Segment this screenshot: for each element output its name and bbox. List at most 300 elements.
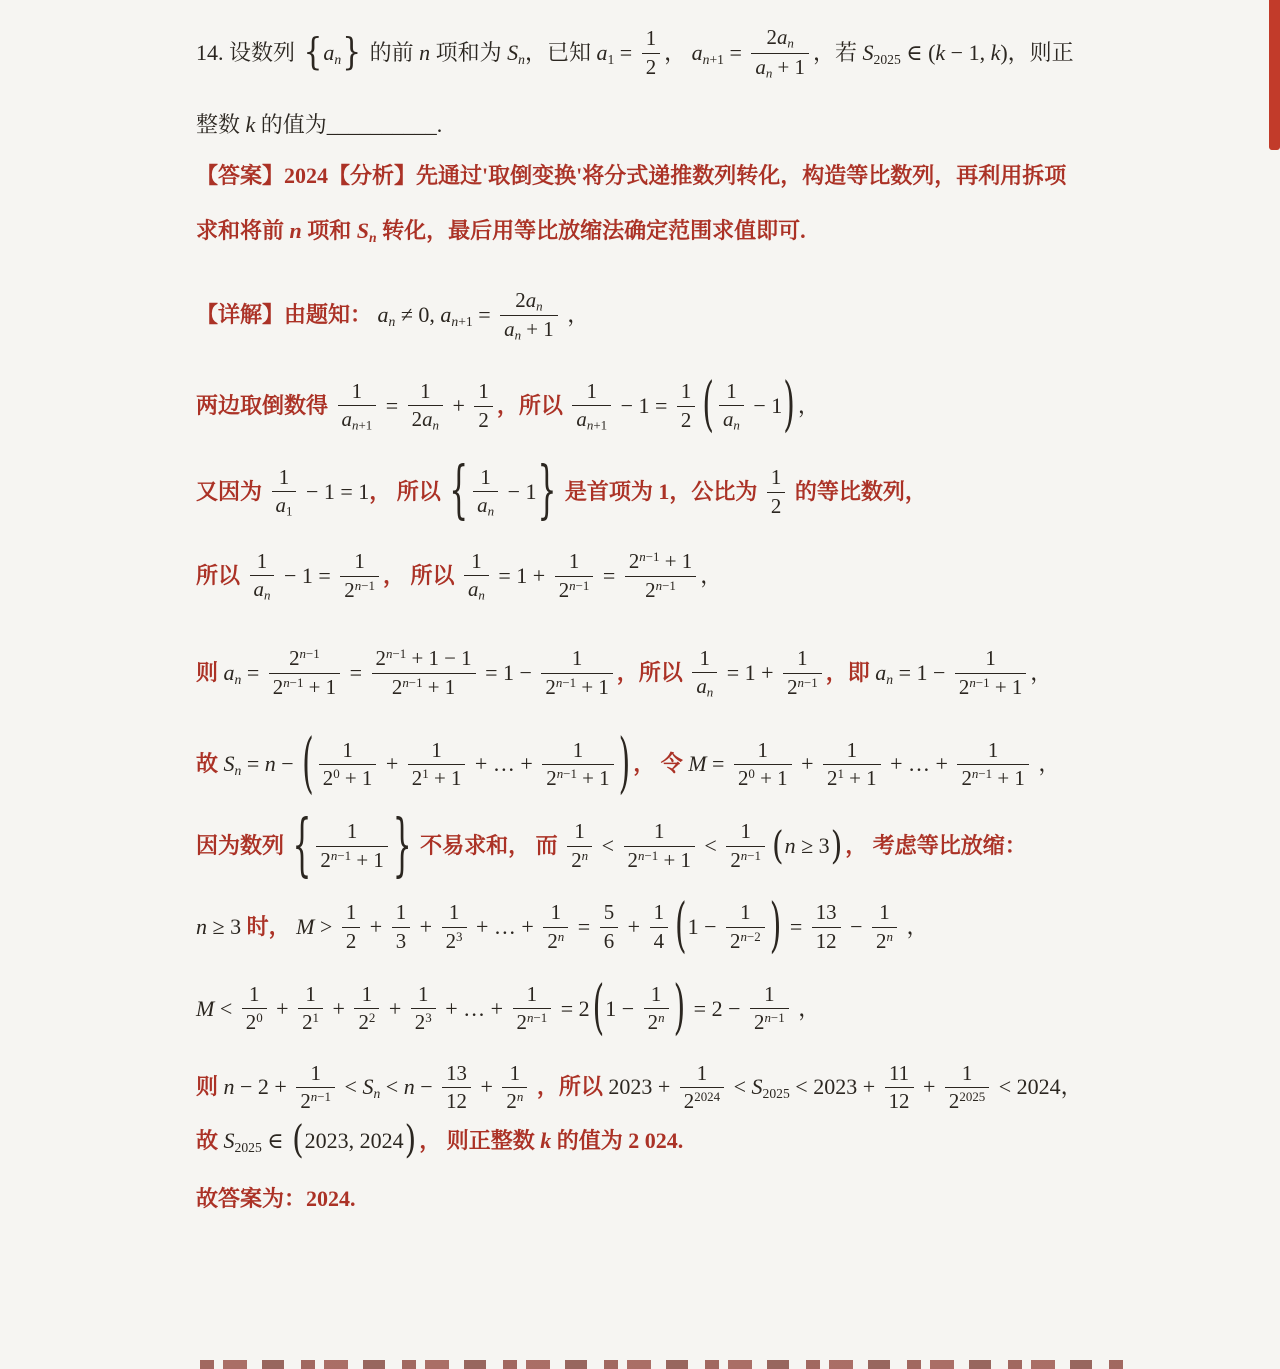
superscript: n bbox=[581, 847, 589, 863]
text-fragment: $2^{2024}$ bbox=[683, 1089, 721, 1114]
superscript: n bbox=[516, 1089, 524, 1105]
fraction bbox=[783, 647, 822, 699]
fraction bbox=[269, 647, 340, 699]
text-fragment: 1 bbox=[361, 982, 373, 1007]
math-run bbox=[196, 26, 1074, 80]
fraction bbox=[272, 466, 297, 519]
text-fragment: + bbox=[380, 751, 404, 777]
text-fragment: 3 bbox=[395, 928, 407, 953]
text-fragment: 1 bbox=[480, 464, 491, 489]
commentary-run bbox=[196, 161, 1066, 192]
subscript: n bbox=[765, 65, 773, 81]
text-fragment: 1 bbox=[420, 378, 431, 403]
text-fragment: $a_n \ne 0$, $a_{n+1}$ = bbox=[377, 302, 497, 330]
paren-group bbox=[592, 973, 687, 1044]
text-fragment: 故 bbox=[196, 751, 224, 777]
text-fragment: $2^{n-1}$ bbox=[300, 1089, 332, 1114]
commentary-run bbox=[196, 391, 334, 422]
fraction bbox=[340, 550, 379, 602]
fraction bbox=[572, 380, 611, 433]
text-fragment: 2$^n$ bbox=[647, 1010, 665, 1035]
text-fragment: 1 bbox=[345, 900, 357, 925]
text-fragment: 2023 + bbox=[608, 1074, 676, 1100]
commentary-run bbox=[633, 749, 688, 780]
math-run bbox=[334, 380, 497, 433]
open-delimiter: ( bbox=[675, 891, 687, 962]
text-fragment: + … + bbox=[439, 995, 509, 1021]
superscript: n−1 bbox=[969, 674, 990, 690]
superscript: n−1 bbox=[797, 674, 818, 690]
text-fragment: 2$^n$ bbox=[506, 1089, 524, 1114]
text-fragment: 是首项为 1，公比为 bbox=[559, 478, 763, 504]
math-run bbox=[875, 647, 1052, 699]
brace-group bbox=[303, 30, 363, 75]
text-fragment: 1 bbox=[310, 1060, 321, 1085]
fraction bbox=[677, 380, 695, 432]
math-run bbox=[223, 725, 634, 803]
text-line-3 bbox=[196, 161, 1140, 192]
text-fragment: 1 − bbox=[605, 995, 640, 1021]
fraction bbox=[316, 820, 387, 872]
text-fragment: + bbox=[447, 392, 471, 418]
superscript: 2 bbox=[368, 1010, 376, 1026]
text-fragment: 2 bbox=[478, 407, 489, 432]
subscript: n bbox=[234, 762, 242, 778]
paren-group bbox=[674, 891, 782, 962]
text-fragment: < bbox=[596, 832, 620, 858]
text-fragment: < $S_n < n$ − bbox=[339, 1074, 439, 1102]
superscript: n−1 bbox=[637, 847, 659, 863]
text-fragment: = 1 − bbox=[479, 659, 538, 685]
subscript: n bbox=[487, 503, 495, 519]
open-delimiter: { bbox=[449, 454, 469, 529]
text-fragment: ， bbox=[1030, 659, 1053, 685]
math-run bbox=[290, 805, 415, 886]
math-run bbox=[224, 647, 617, 699]
text-line-11 bbox=[196, 805, 1140, 886]
text-fragment: ，所以 bbox=[616, 659, 689, 685]
math-run bbox=[688, 647, 825, 700]
superscript: n−1 bbox=[386, 646, 407, 662]
fraction bbox=[543, 901, 568, 953]
text-fragment: 11 bbox=[888, 1060, 910, 1085]
text-fragment: 1 bbox=[846, 737, 858, 762]
text-fragment: ， bbox=[792, 995, 821, 1021]
fraction bbox=[408, 380, 443, 433]
math-run bbox=[196, 973, 821, 1044]
text-fragment: $a_n$ bbox=[477, 493, 495, 519]
superscript: n−1 bbox=[555, 674, 577, 690]
text-fragment: 求和将前 n 项和 $S_n$ 转化，最后用等比放缩法确定范围求值即可. bbox=[196, 217, 806, 245]
superscript: 0 bbox=[748, 765, 755, 781]
text-fragment: 6 bbox=[603, 928, 615, 953]
close-delimiter: } bbox=[342, 30, 362, 75]
math-run bbox=[224, 1062, 532, 1114]
text-fragment: 的前 n 项和为 $S_n$，已知 $a_1$ = bbox=[364, 39, 638, 67]
text-fragment: 故答案为：2024. bbox=[196, 1185, 356, 1211]
text-line-2 bbox=[196, 110, 1140, 141]
fraction bbox=[338, 380, 377, 433]
fraction bbox=[625, 550, 696, 602]
text-fragment: ，若 $S_{2025}$ ∈ (k − 1, k)，则正 bbox=[813, 39, 1074, 67]
text-fragment: $2^{n-1} + 1$ bbox=[272, 674, 337, 699]
subscript: n bbox=[234, 671, 242, 687]
math-run bbox=[763, 466, 789, 518]
text-fragment: 整数 k 的值为__________. bbox=[196, 112, 443, 138]
text-fragment: 1 bbox=[699, 645, 710, 670]
text-line-6 bbox=[196, 370, 1140, 441]
fraction bbox=[542, 739, 613, 791]
text-fragment: $2^{n-1} + 1 - 1$ bbox=[375, 646, 472, 671]
text-fragment: 1 bbox=[471, 548, 482, 573]
superscript: 1 bbox=[422, 765, 429, 781]
fraction bbox=[464, 550, 489, 603]
subscript: n+1 bbox=[351, 417, 373, 433]
text-fragment: 1 bbox=[248, 982, 260, 1007]
text-fragment: ，所以 bbox=[496, 392, 569, 418]
subscript: 1 bbox=[285, 503, 293, 519]
text-line-13 bbox=[196, 973, 1140, 1044]
math-run bbox=[268, 466, 370, 519]
fraction bbox=[319, 739, 377, 791]
text-fragment: 1 bbox=[764, 982, 775, 1007]
text-fragment: $a_n$ bbox=[467, 577, 485, 603]
text-fragment: 14. 设数列 bbox=[196, 39, 301, 65]
fraction bbox=[872, 901, 897, 953]
text-fragment: 1 bbox=[726, 378, 737, 403]
fraction bbox=[250, 550, 275, 603]
text-fragment: < 2024， bbox=[993, 1074, 1083, 1100]
commentary-run bbox=[196, 561, 246, 592]
subscript: n bbox=[478, 587, 485, 603]
text-fragment: $2^{n-1} + 1$ bbox=[391, 674, 456, 699]
commentary-run bbox=[196, 477, 268, 508]
superscript: n−2 bbox=[740, 928, 761, 944]
text-fragment: $S_{2025}$ ∈ bbox=[223, 1127, 290, 1155]
text-line-4 bbox=[196, 216, 1140, 247]
text-fragment: + bbox=[917, 1074, 941, 1100]
text-fragment: 1 bbox=[354, 549, 365, 574]
text-fragment: < $S_{2025} < 2023$ + bbox=[728, 1074, 881, 1102]
text-fragment: $2^{n-1}$ bbox=[730, 847, 762, 872]
text-fragment: 1 bbox=[797, 646, 808, 671]
commentary-run bbox=[789, 477, 927, 508]
text-fragment: 1 bbox=[653, 819, 665, 844]
text-fragment: 1 bbox=[509, 1060, 521, 1085]
superscript: n−1 bbox=[354, 577, 375, 593]
text-fragment: 1 bbox=[757, 737, 768, 762]
text-fragment: 1 bbox=[770, 465, 782, 490]
text-line-8 bbox=[196, 550, 1140, 603]
text-fragment: $2^{n-1}$ bbox=[289, 646, 320, 671]
commentary-run bbox=[196, 1184, 356, 1215]
superscript: 3 bbox=[456, 928, 463, 944]
text-fragment: ， 则正整数 k 的值为 2 024. bbox=[419, 1127, 684, 1153]
math-run bbox=[688, 739, 1060, 791]
superscript: 3 bbox=[425, 1010, 432, 1026]
text-fragment: 4 bbox=[653, 928, 665, 953]
text-fragment: + … + bbox=[470, 913, 540, 939]
fraction bbox=[541, 647, 612, 699]
text-fragment: 1 bbox=[526, 982, 538, 1007]
subscript: n bbox=[334, 51, 342, 67]
subscript: 1 bbox=[607, 51, 615, 67]
text-fragment: 又因为 bbox=[196, 478, 268, 504]
text-fragment: 12 bbox=[446, 1089, 467, 1114]
superscript: n−1 bbox=[569, 577, 590, 593]
superscript: n bbox=[658, 1010, 665, 1026]
text-fragment: 2 bbox=[770, 493, 782, 518]
open-delimiter: { bbox=[292, 805, 312, 886]
commentary-run bbox=[369, 477, 446, 508]
text-fragment: 2023, 2024 bbox=[304, 1127, 404, 1153]
fraction bbox=[955, 647, 1026, 699]
text-fragment: = 1 + bbox=[492, 562, 551, 588]
text-fragment: 因为数列 bbox=[196, 832, 290, 858]
text-fragment: $a_n$ bbox=[722, 407, 740, 433]
paren-group bbox=[771, 823, 843, 869]
text-fragment: 2 bbox=[680, 407, 692, 432]
fraction bbox=[726, 820, 765, 872]
text-fragment: − 1 bbox=[502, 478, 537, 504]
text-fragment: 1 bbox=[586, 378, 597, 403]
text-fragment: ，所以 bbox=[531, 1074, 609, 1100]
text-fragment: 12 bbox=[815, 928, 837, 953]
text-fragment: 1 bbox=[351, 378, 363, 403]
text-fragment: = bbox=[344, 659, 368, 685]
superscript: n−1 bbox=[310, 1089, 332, 1105]
subscript: 2025 bbox=[234, 1139, 262, 1155]
math-run bbox=[378, 289, 590, 343]
paren-group bbox=[701, 370, 796, 441]
superscript: n−1 bbox=[526, 1010, 548, 1026]
text-fragment: 5 bbox=[603, 900, 615, 925]
text-fragment: = 1 + bbox=[721, 659, 780, 685]
subscript: n bbox=[536, 298, 543, 314]
text-fragment: 1 bbox=[448, 900, 460, 925]
fraction bbox=[734, 739, 792, 791]
text-fragment: + bbox=[327, 995, 351, 1021]
commentary-run bbox=[196, 1072, 224, 1103]
text-fragment: 1 bbox=[696, 1060, 708, 1085]
text-fragment: $2^{n-1}$ bbox=[645, 577, 676, 602]
fraction bbox=[408, 739, 466, 791]
text-fragment: ， bbox=[700, 562, 723, 588]
text-fragment: $a_{n+1}$ bbox=[341, 407, 373, 433]
fraction bbox=[957, 739, 1028, 791]
fraction bbox=[442, 901, 467, 953]
text-fragment: 则 bbox=[196, 1074, 224, 1100]
text-fragment: $a_1$ bbox=[275, 493, 293, 519]
commentary-run bbox=[419, 1126, 683, 1157]
cutoff-text-sliver bbox=[200, 1360, 1130, 1369]
text-fragment: $2^0 + 1$ bbox=[322, 765, 373, 791]
fraction bbox=[692, 647, 717, 700]
close-delimiter: } bbox=[392, 805, 412, 886]
fraction bbox=[354, 983, 379, 1035]
commentary-run bbox=[531, 1072, 608, 1103]
text-fragment: − 1 = bbox=[278, 562, 337, 588]
text-fragment: 1 bbox=[478, 379, 489, 404]
text-fragment: $2a_n$ bbox=[766, 25, 794, 51]
math-run bbox=[246, 550, 383, 603]
fraction bbox=[500, 289, 558, 343]
text-fragment: 1 bbox=[568, 549, 580, 574]
text-fragment: 【详解】由题知： bbox=[196, 302, 378, 328]
text-fragment: + bbox=[383, 995, 407, 1021]
fraction bbox=[644, 983, 669, 1035]
text-fragment: $2^1 + 1$ bbox=[827, 765, 877, 791]
open-delimiter: ( bbox=[592, 973, 605, 1044]
text-fragment: $2^{n-1}$ bbox=[787, 674, 818, 699]
text-fragment: $2^{2025}$ bbox=[948, 1089, 986, 1114]
superscript: 1 bbox=[312, 1010, 320, 1026]
text-fragment: $2^{n-1} + 1$ bbox=[958, 674, 1023, 699]
superscript: 0 bbox=[256, 1010, 263, 1026]
math-run bbox=[608, 1062, 1082, 1114]
subscript: n bbox=[432, 417, 439, 433]
fraction bbox=[726, 901, 765, 953]
text-fragment: 1 bbox=[574, 819, 585, 844]
superscript: 2024 bbox=[694, 1089, 721, 1105]
text-fragment: $2^{n-1} + 1$ bbox=[627, 847, 691, 872]
text-fragment: 12 bbox=[888, 1089, 910, 1114]
commentary-run bbox=[826, 658, 876, 689]
fraction bbox=[567, 820, 592, 872]
text-fragment: 1 bbox=[961, 1060, 973, 1085]
open-delimiter: { bbox=[303, 30, 323, 75]
fraction bbox=[242, 983, 267, 1035]
open-delimiter: ( bbox=[302, 725, 314, 803]
text-fragment: 1 bbox=[278, 464, 290, 489]
text-fragment: $2^{n-1}$ bbox=[754, 1010, 785, 1035]
text-fragment: 1 bbox=[740, 819, 751, 844]
brace-group bbox=[448, 454, 557, 529]
fraction bbox=[473, 466, 498, 519]
text-fragment: 1 bbox=[342, 737, 353, 762]
open-delimiter: ( bbox=[772, 823, 784, 869]
superscript: n−1 bbox=[971, 765, 993, 781]
fraction bbox=[945, 1062, 989, 1114]
text-fragment: 1 bbox=[418, 982, 429, 1007]
text-fragment: $2^{n-1} + 1$ bbox=[628, 549, 693, 574]
superscript: n bbox=[886, 928, 893, 944]
fraction bbox=[296, 1062, 335, 1114]
commentary-run bbox=[415, 831, 564, 862]
text-line-10 bbox=[196, 725, 1140, 803]
commentary-run bbox=[617, 658, 689, 689]
text-line-7 bbox=[196, 454, 1140, 529]
text-fragment: 2$^n$ bbox=[547, 928, 565, 953]
text-fragment: + … + bbox=[884, 751, 954, 777]
commentary-run bbox=[196, 831, 290, 862]
text-fragment: 2 bbox=[645, 54, 657, 79]
text-line-12 bbox=[196, 891, 1140, 962]
subscript: n+1 bbox=[451, 314, 473, 330]
brace-group bbox=[292, 805, 413, 886]
text-fragment: − 1 = 1 bbox=[300, 478, 370, 504]
superscript: 2025 bbox=[959, 1089, 986, 1105]
text-fragment: 1 bbox=[645, 26, 657, 51]
text-fragment: $2^1$ bbox=[302, 1010, 320, 1035]
text-fragment: ， 考虑等比放缩： bbox=[845, 832, 1027, 858]
superscript: n−1 bbox=[764, 1010, 785, 1026]
text-fragment: 13 bbox=[446, 1060, 467, 1085]
text-fragment: 1 bbox=[431, 737, 442, 762]
text-fragment: 1 bbox=[571, 646, 583, 671]
text-fragment: ， 所以 bbox=[369, 478, 447, 504]
subscript: n+1 bbox=[586, 417, 608, 433]
text-fragment: ， bbox=[561, 302, 590, 328]
commentary-run bbox=[383, 561, 460, 592]
text-line-1 bbox=[196, 26, 1140, 80]
subscript: n bbox=[733, 417, 740, 433]
text-fragment: 1 bbox=[680, 379, 692, 404]
text-fragment: $a_{n+1}$ bbox=[576, 407, 608, 433]
text-line-16 bbox=[196, 1184, 1140, 1215]
text-fragment: 1 bbox=[256, 548, 268, 573]
commentary-run bbox=[241, 912, 296, 943]
text-fragment: + bbox=[622, 913, 646, 939]
superscript: n−1 bbox=[655, 577, 676, 593]
close-delimiter: } bbox=[537, 454, 557, 529]
text-fragment: 时， bbox=[241, 913, 297, 939]
text-fragment: 1 bbox=[346, 819, 358, 844]
fraction bbox=[372, 647, 476, 699]
text-fragment: $2^{n-1} + 1$ bbox=[545, 674, 609, 699]
text-fragment: $2a_n$ bbox=[411, 407, 439, 433]
text-fragment: 1 − bbox=[687, 913, 723, 939]
fraction bbox=[823, 739, 881, 791]
text-fragment: = bbox=[784, 913, 808, 939]
text-fragment: 2$^n$ bbox=[571, 847, 589, 872]
close-delimiter: ) bbox=[783, 370, 795, 441]
math-run bbox=[563, 820, 845, 872]
math-run bbox=[296, 891, 929, 962]
text-line-5 bbox=[196, 289, 1140, 343]
text-fragment: M > bbox=[296, 913, 338, 939]
text-fragment: 2$^n$ bbox=[876, 928, 893, 953]
text-fragment: $2^0$ bbox=[245, 1010, 263, 1035]
text-fragment: $a_n + 1$ bbox=[755, 54, 806, 81]
paren-group bbox=[301, 725, 631, 803]
open-delimiter: ( bbox=[292, 1117, 304, 1164]
fraction bbox=[624, 820, 695, 872]
superscript: n−1 bbox=[740, 847, 762, 863]
text-fragment: ， bbox=[797, 392, 820, 418]
subscript: 2025 bbox=[873, 51, 901, 67]
text-fragment: + bbox=[414, 913, 438, 939]
text-fragment: 故 bbox=[196, 1127, 224, 1153]
text-fragment: 则 bbox=[196, 659, 224, 685]
commentary-run bbox=[196, 300, 378, 331]
fraction bbox=[812, 901, 841, 953]
superscript: n−1 bbox=[639, 549, 660, 565]
text-fragment: = 2 bbox=[555, 995, 590, 1021]
text-fragment: n ≥ 3 bbox=[196, 913, 242, 939]
text-fragment: $a_n$ bbox=[253, 577, 271, 603]
text-fragment: ，即 bbox=[825, 659, 876, 685]
text-fragment: M < bbox=[196, 995, 238, 1021]
close-delimiter: ) bbox=[673, 973, 686, 1044]
commentary-run bbox=[196, 749, 224, 780]
text-fragment: $a_n = 1$ − bbox=[875, 659, 951, 687]
close-delimiter: ) bbox=[618, 725, 631, 803]
paren-group bbox=[291, 1117, 417, 1164]
text-fragment: 1 bbox=[395, 900, 407, 925]
open-delimiter: ( bbox=[702, 370, 714, 441]
commentary-run bbox=[559, 477, 763, 508]
